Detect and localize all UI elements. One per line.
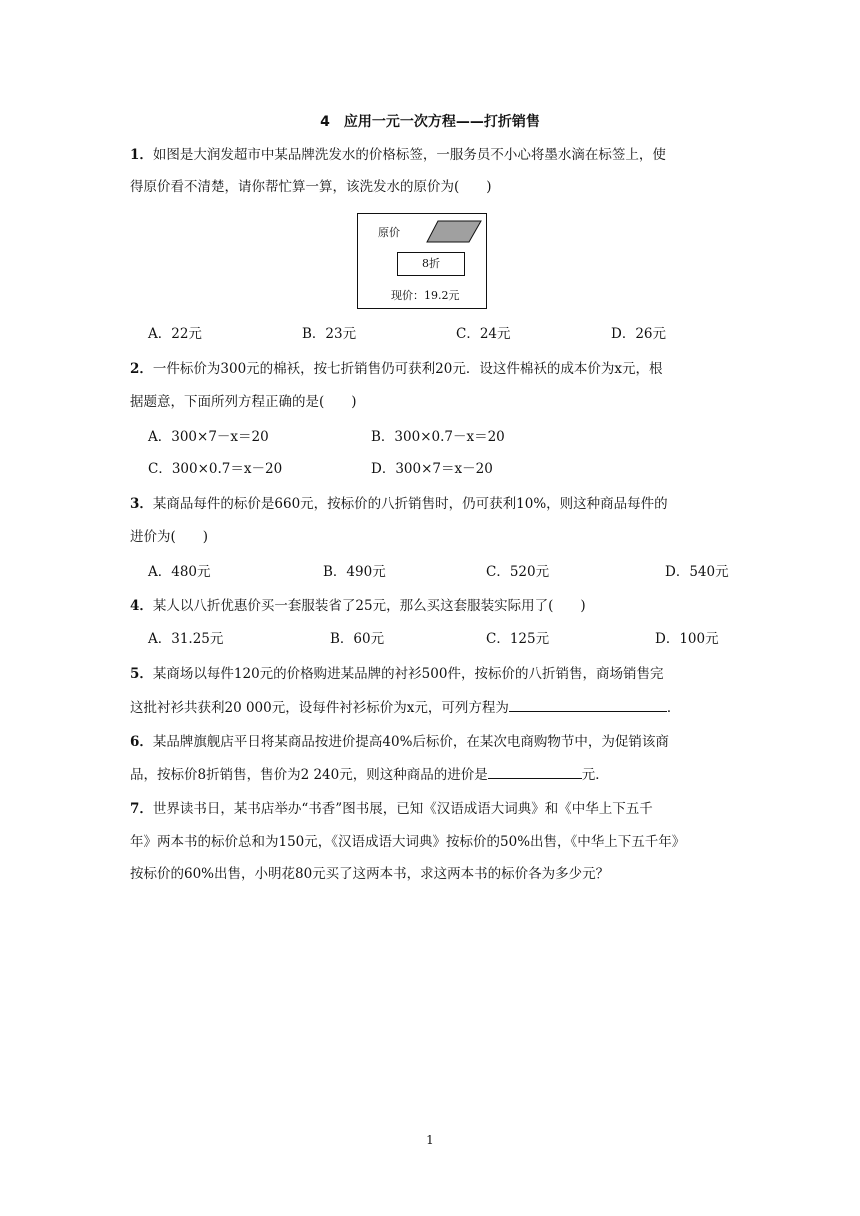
question-2-line-2: 据题意，下面所列方程正确的是( ) (130, 394, 357, 410)
q1-option-d[interactable]: D．26元 (611, 326, 667, 342)
q1-option-b[interactable]: B．23元 (302, 326, 357, 342)
question-number: 6． (130, 734, 153, 750)
q4-option-c[interactable]: C．125元 (486, 631, 550, 647)
question-6-line-2: 品，按标价8折销售，售价为2 240元，则这种商品的进价是 元． (130, 764, 609, 785)
q4-option-d[interactable]: D．100元 (655, 631, 719, 647)
page-title: 4 应用一元一次方程——打折销售 (320, 114, 540, 130)
question-number: 1． (130, 147, 153, 163)
question-number: 7． (130, 801, 153, 817)
current-price-label: 现价：19.2元 (391, 289, 460, 302)
q4-option-a[interactable]: A．31.25元 (148, 631, 224, 647)
question-4-line-1: 4．某人以八折优惠价买一套服装省了25元，那么买这套服装实际用了( ) (130, 598, 586, 614)
discount-box: 8折 (397, 252, 465, 276)
q2-option-b[interactable]: B．300×0.7－x＝20 (371, 429, 505, 445)
question-number: 2． (130, 361, 153, 377)
question-5-line-1: 5．某商场以每件120元的价格购进某品牌的衬衫500件，按标价的八折销售，商场销售完 (130, 666, 664, 682)
q3-option-a[interactable]: A．480元 (148, 564, 211, 580)
q4-option-b[interactable]: B．60元 (330, 631, 385, 647)
answer-blank-6[interactable] (488, 764, 582, 779)
question-7-line-2: 年》两本书的标价总和为150元，《汉语成语大词典》按标价的50%出售，《中华上下五千年》 (130, 834, 686, 850)
page-number: 1 (426, 1133, 434, 1147)
question-number: 5． (130, 666, 153, 682)
answer-blank-5[interactable] (509, 697, 667, 712)
q3-option-b[interactable]: B．490元 (323, 564, 386, 580)
q3-option-d[interactable]: D．540元 (665, 564, 729, 580)
question-6-line-1: 6．某品牌旗舰店平日将某商品按进价提高40%后标价，在某次电商购物节中，为促销该商 (130, 734, 669, 750)
q2-option-a[interactable]: A．300×7－x＝20 (148, 429, 269, 445)
question-1-line-2: 得原价看不清楚，请你帮忙算一算，该洗发水的原价为( ) (130, 179, 492, 195)
ink-blot-parallelogram (426, 220, 482, 244)
question-5-line-2: 这批衬衫共获利20 000元，设每件衬衫标价为x元，可列方程为 ． (130, 697, 680, 718)
question-7-line-1: 7．世界读书日，某书店举办“书香”图书展，已知《汉语成语大词典》和《中华上下五千 (130, 801, 653, 817)
question-1-line-1: 1．如图是大润发超市中某品牌洗发水的价格标签，一服务员不小心将墨水滴在标签上，使 (130, 147, 666, 163)
original-price-label: 原价 (378, 226, 400, 239)
price-tag-figure (357, 213, 487, 309)
question-7-line-3: 按标价的60%出售，小明花80元买了这两本书，求这两本书的标价各为多少元？ (130, 866, 610, 882)
q1-option-a[interactable]: A．22元 (148, 326, 202, 342)
q2-option-c[interactable]: C．300×0.7＝x－20 (148, 461, 283, 477)
q1-option-c[interactable]: C．24元 (456, 326, 511, 342)
question-number: 3． (130, 496, 153, 512)
question-3-line-2: 进价为( ) (130, 529, 209, 545)
question-2-line-1: 2．一件标价为300元的棉袄，按七折销售仍可获利20元．设这件棉袄的成本价为x元，根 (130, 361, 663, 377)
question-number: 4． (130, 598, 153, 614)
q2-option-d[interactable]: D．300×7＝x－20 (371, 461, 493, 477)
question-3-line-1: 3．某商品每件的标价是660元，按标价的八折销售时，仍可获利10%，则这种商品每件的 (130, 496, 668, 512)
q3-option-c[interactable]: C．520元 (486, 564, 550, 580)
